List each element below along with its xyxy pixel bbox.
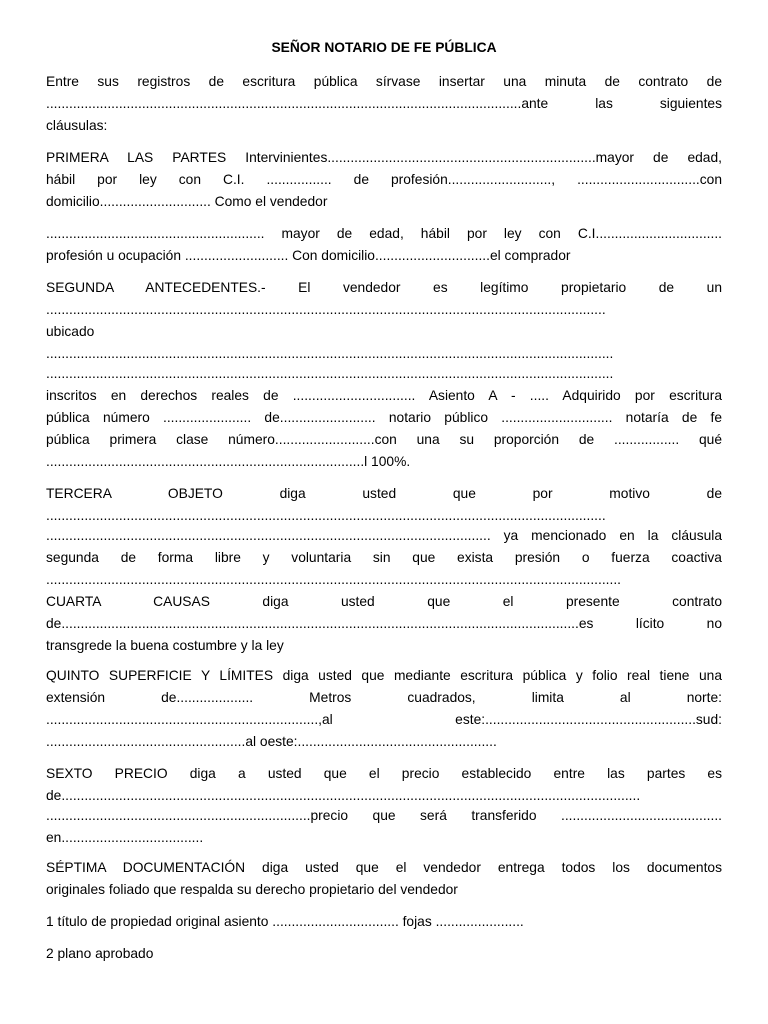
- clause-sexto-line-4: en.....................................: [46, 830, 204, 845]
- clause-quinto-line-2: extensión de.................... Metros cuadrados, limita al norte:: [46, 690, 722, 705]
- clause-tercera-line-4: segunda de forma libre y voluntaria sin que exista presión o fuerza coactiva: [46, 550, 722, 565]
- clause-segunda-line-8: pública primera clase número..........................con una su proporción de ................. qué: [46, 432, 722, 447]
- clause-segunda-line-3: ubicado: [46, 324, 95, 339]
- clause-sexto-line-2: de.......................................................................................................................................................: [46, 788, 641, 803]
- clause-primera-line-2: hábil por ley con C.I. ................. de profesión..........................., ................................con: [46, 172, 722, 187]
- intro-line-3: cláusulas:: [46, 118, 108, 133]
- document-item-2: 2 plano aprobado: [46, 946, 154, 961]
- clause-quinto-line-1: QUINTO SUPERFICIE Y LÍMITES diga usted que mediante escritura pública y folio real tiene una: [46, 668, 722, 683]
- clause-segunda-line-9: ...................................................................................l 100%.: [46, 454, 411, 469]
- clause-segunda-line-5: ....................................................................................................................................................: [46, 366, 614, 381]
- clause-segunda-line-7: pública número ....................... de......................... notario público ............................. notaría de fe: [46, 410, 722, 425]
- clause-sexto-line-1: SEXTO PRECIO diga a usted que el precio establecido entre las partes es: [46, 766, 722, 781]
- clause-sexto-line-3: .....................................................................precio que será transferido ..........................................: [46, 808, 722, 823]
- clause-segunda-line-2: ..................................................................................................................................................: [46, 302, 606, 317]
- clause-segunda-line-6: inscritos en derechos reales de ................................ Asiento A - ..... Adquirido por escritura: [46, 388, 722, 403]
- clause-tercera-line-1: TERCERA OBJETO diga usted que por motivo de: [46, 486, 722, 501]
- clause-tercera-line-2: ..................................................................................................................................................: [46, 508, 606, 523]
- clause-quinto-line-3: .......................................................................,al este:.......................................................sud:: [46, 712, 722, 727]
- clause-segunda-line-1: SEGUNDA ANTECEDENTES.- El vendedor es legítimo propietario de un: [46, 280, 722, 295]
- clause-septima-line-1: SÉPTIMA DOCUMENTACIÓN diga usted que el vendedor entrega todos los documentos: [46, 860, 722, 875]
- clause-segunda-line-4: ....................................................................................................................................................: [46, 346, 614, 361]
- clause-primera-line-1: PRIMERA LAS PARTES Intervinientes......................................................................mayor de edad,: [46, 150, 722, 165]
- document-title: SEÑOR NOTARIO DE FE PÚBLICA: [271, 40, 497, 55]
- clause-tercera-line-3: .................................................................................................................... ya mencionado en la cláusula: [46, 528, 722, 543]
- clause-cuarta-line-3: transgrede la buena costumbre y la ley: [46, 638, 284, 653]
- clause-primera-line-3: domicilio............................. Como el vendedor: [46, 194, 328, 209]
- clause-septima-line-2: originales foliado que respalda su derecho propietario del vendedor: [46, 882, 458, 897]
- clause-tercera-line-5: ......................................................................................................................................................: [46, 572, 621, 587]
- clause-cuarta-line-1: CUARTA CAUSAS diga usted que el presente contrato: [46, 594, 722, 609]
- buyer-line-1: ......................................................... mayor de edad, hábil por ley con C.I.................................: [46, 226, 722, 241]
- buyer-line-2: profesión u ocupación ........................... Con domicilio..............................el comprador: [46, 248, 571, 263]
- intro-line-2: ............................................................................................................................ante las siguientes: [46, 96, 722, 111]
- document-item-1: 1 título de propiedad original asiento ................................. fojas .......................: [46, 914, 524, 929]
- clause-cuarta-line-2: de.......................................................................................................................................es lícito no: [46, 616, 722, 631]
- clause-quinto-line-4: ....................................................al oeste:....................................................: [46, 734, 497, 749]
- intro-line-1: Entre sus registros de escritura pública sírvase insertar una minuta de contrato de: [46, 74, 722, 89]
